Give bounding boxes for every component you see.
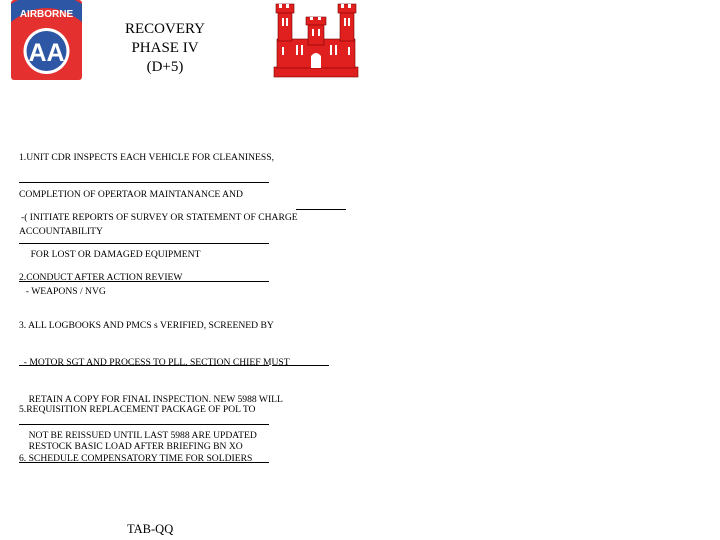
subitem-line: - WEAPONS / NVG [21, 285, 106, 297]
divider [19, 462, 269, 463]
item-3-line: RETAIN A COPY FOR FINAL INSPECTION. NEW 5988 WILL [19, 393, 283, 405]
signature-line [296, 209, 346, 210]
item-2-line: 2.CONDUCT AFTER ACTION REVIEW [19, 272, 183, 284]
tab-label: TAB-QQ [127, 522, 174, 536]
item-3-line: - MOTOR SGT AND PROCESS TO PLL. SECTION CHIEF MUST [19, 357, 290, 369]
item-1-line: COMPLETION OF OPERTAOR MAINTANANCE AND [19, 189, 243, 201]
item-6 [19, 429, 252, 478]
title-line-3: (D+5) [146, 59, 184, 75]
title-line-1: RECOVERY [124, 21, 205, 37]
subitem-line: FOR LOST OR DAMAGED EQUIPMENT [21, 249, 201, 261]
item-2 [19, 248, 182, 297]
divider [19, 182, 269, 183]
divider [19, 243, 269, 244]
item-1-line: 1.UNIT CDR INSPECTS EACH VEHICLE FOR CLEANINESS, [19, 152, 274, 164]
page-title [100, 20, 230, 77]
item-1-line: ACCOUNTABILITY [19, 225, 103, 237]
item-5-line: RESTOCK BASIC LOAD AFTER BRIEFING BN XO [19, 441, 243, 453]
item-6-line: 6. SCHEDULE COMPENSATORY TIME FOR SOLDIERS [19, 453, 253, 465]
signature-line [272, 365, 329, 366]
item-5-line: 5.REQUISITION REPLACEMENT PACKAGE OF POL TO [19, 404, 256, 416]
title-line-2: PHASE IV [131, 40, 199, 56]
divider [19, 365, 269, 366]
item-3-line: 3. ALL LOGBOOKS AND PMCS s VERIFIED, SCREENED BY [19, 320, 274, 332]
divider [19, 281, 269, 282]
patch-top-text: AIRBORNE [19, 9, 74, 20]
airborne-patch-logo [11, 0, 82, 80]
divider [19, 424, 269, 425]
subitem-line: -( INITIATE REPORTS OF SURVEY OR STATEMENT OF CHARGE [21, 212, 298, 224]
item-3-line: NOT BE REISSUED UNTIL LAST 5988 ARE UPDATED [19, 430, 257, 442]
patch-emblem: AA [28, 39, 65, 67]
engineer-castle-icon [272, 1, 360, 78]
